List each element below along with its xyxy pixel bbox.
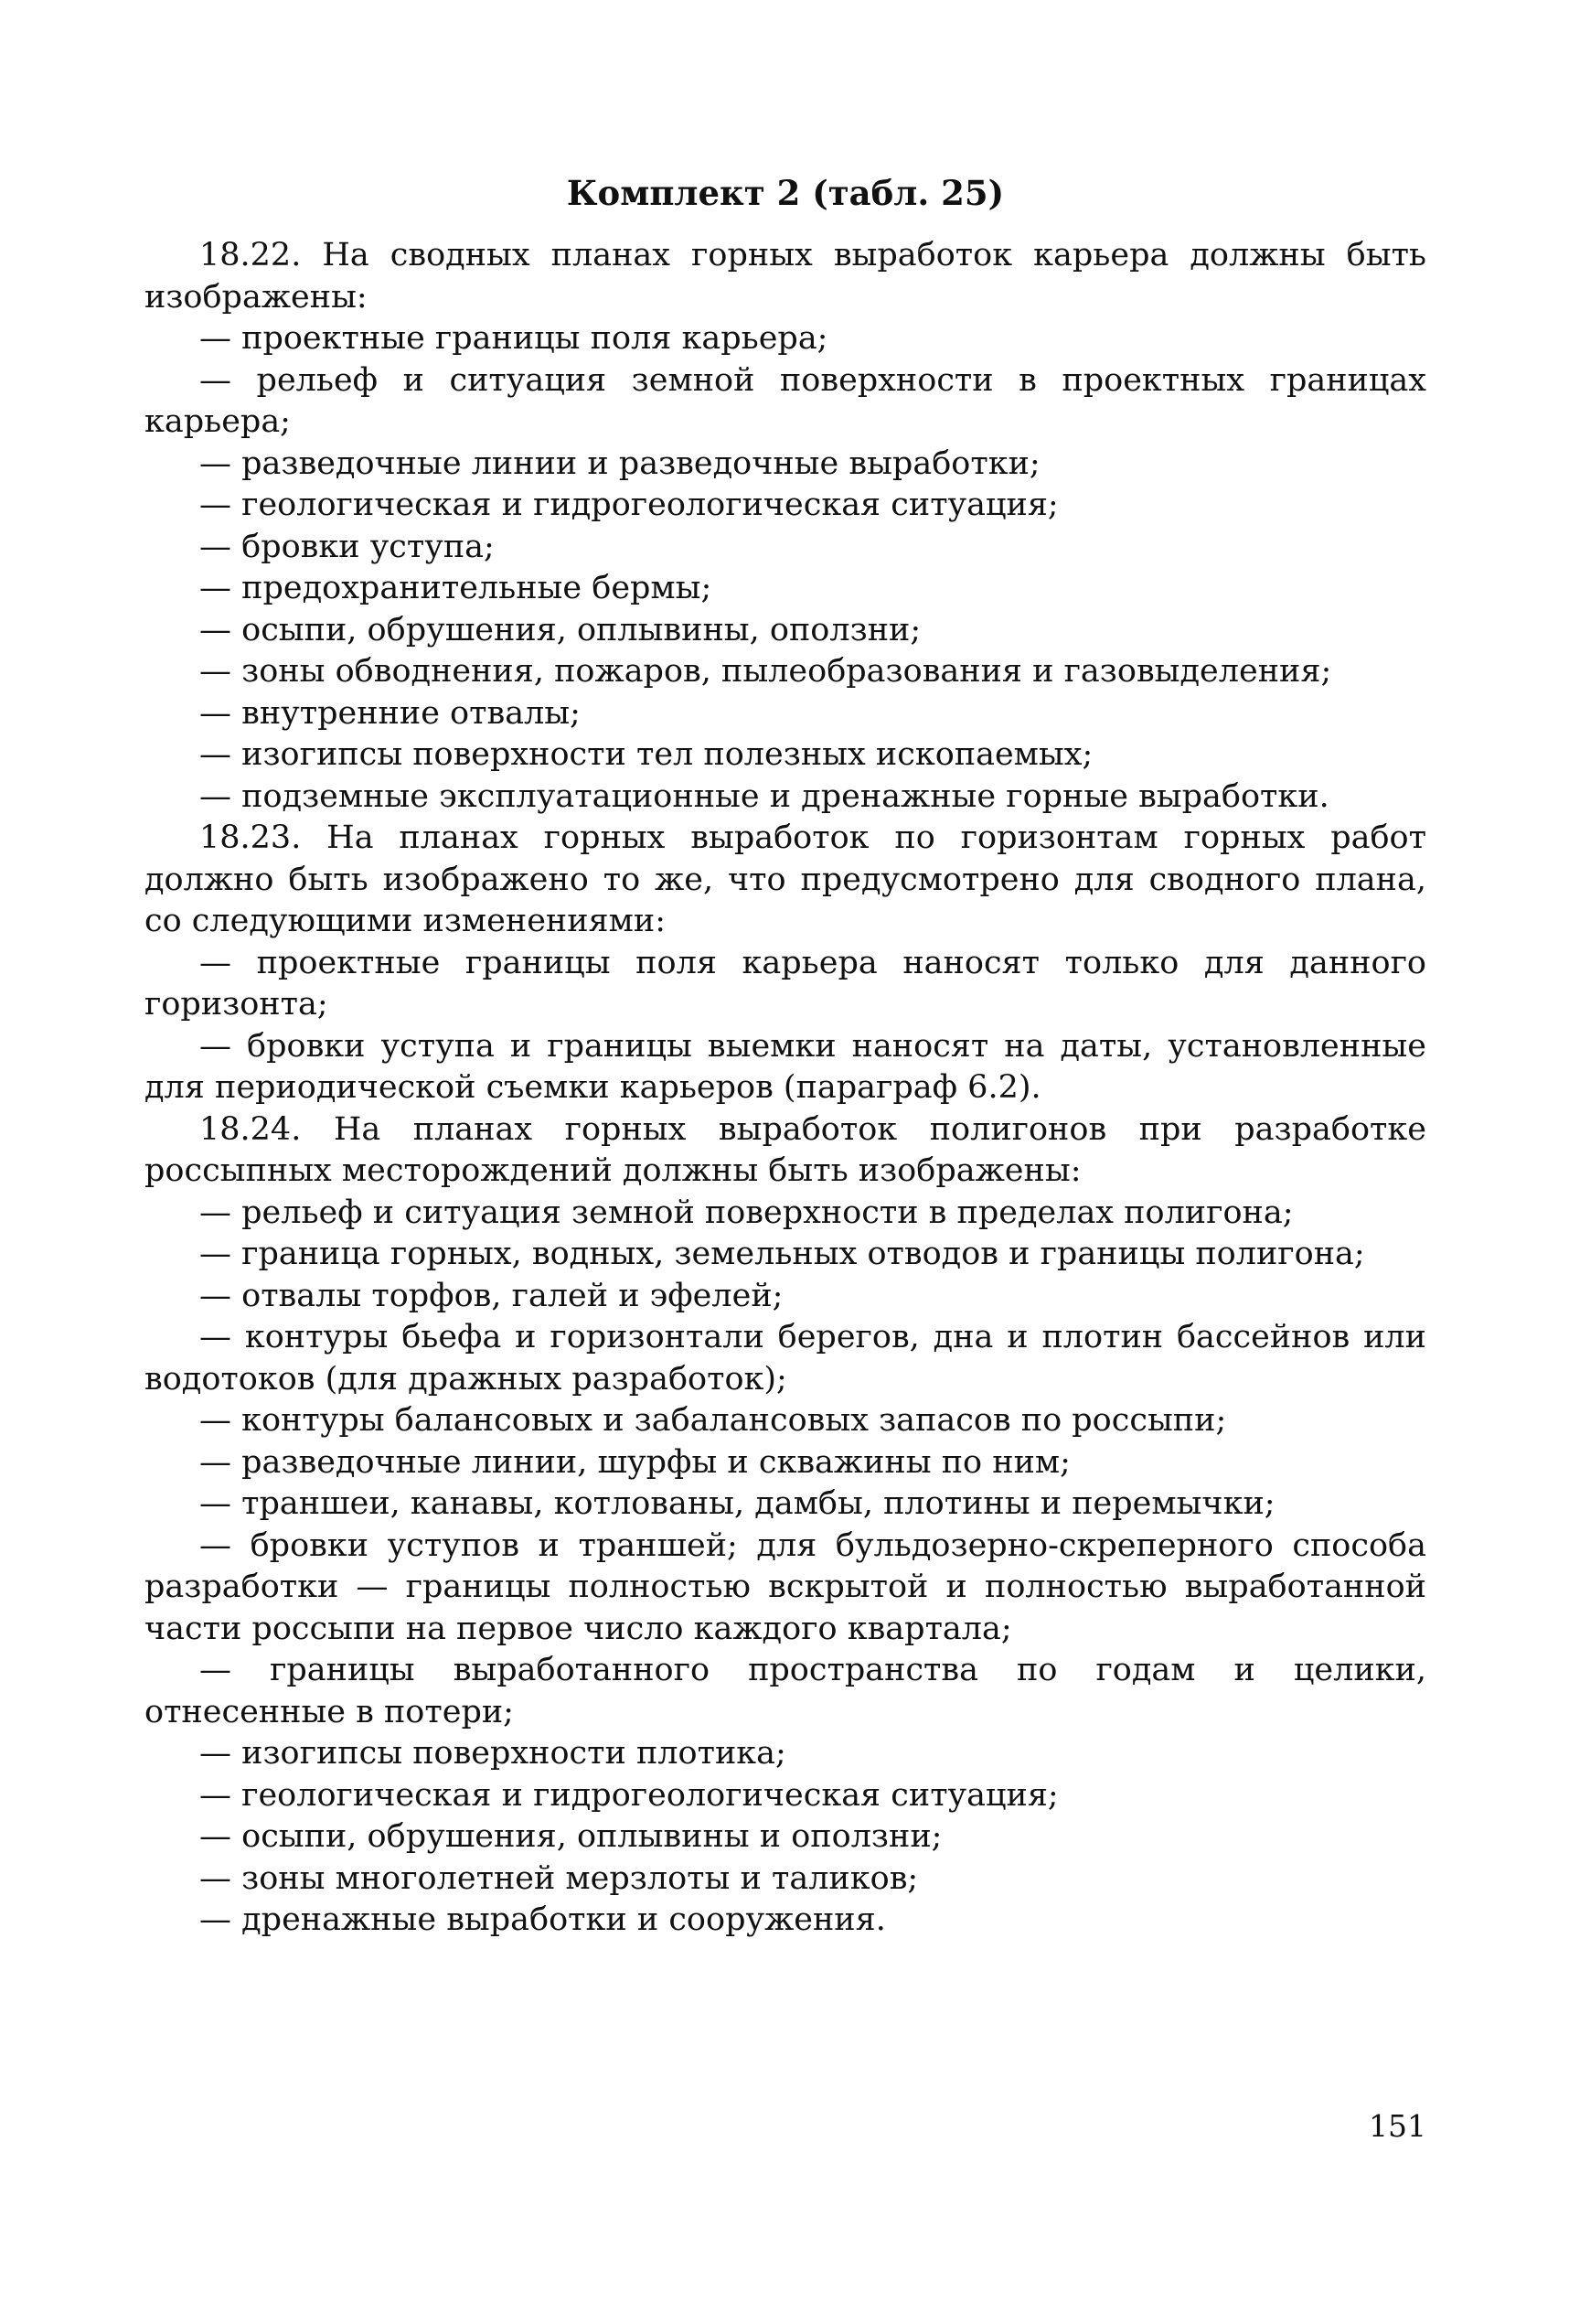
list-item: — дренажные выработки и сооружения. xyxy=(199,1901,886,1938)
page-heading: Комплект 2 (табл. 25) xyxy=(566,173,1005,213)
section-intro: 18.24. На планах горных выработок полигонов при разработке россыпных месторождений должны быть изображены: xyxy=(144,1110,1426,1189)
section-intro: 18.23. На планах горных выработок по горизонтам горных работ должно быть изображено то же, что предусмотрено для сводного плана, со следующими изменениями: xyxy=(144,819,1426,939)
list-item: — контуры балансовых и забалансовых запасов по россыпи; xyxy=(199,1402,1227,1439)
list-item: — предохранительные бермы; xyxy=(199,570,712,606)
list-item: — осыпи, обрушения, оплывины, оползни; xyxy=(199,611,922,648)
list-item: — рельеф и ситуация земной поверхности в проектных границах карьера; xyxy=(144,361,1426,440)
list-item: — изогипсы поверхности тел полезных ископаемых; xyxy=(199,736,1094,773)
list-item: — осыпи, обрушения, оплывины и оползни; xyxy=(199,1818,943,1855)
list-item: — траншеи, канавы, котлованы, дамбы, плотины и перемычки; xyxy=(199,1485,1275,1522)
page-number: 151 xyxy=(1369,2108,1426,2144)
list-item: — внутренние отвалы; xyxy=(199,694,581,732)
list-item: — отвалы торфов, галей и эфелей; xyxy=(199,1277,784,1314)
list-item: — разведочные линии и разведочные выработки; xyxy=(199,444,1041,482)
list-item: — изогипсы поверхности плотика; xyxy=(199,1735,786,1772)
list-item: — подземные эксплуатационные и дренажные горные выработки. xyxy=(199,777,1329,815)
section-18-24 xyxy=(144,1109,1426,1942)
document-page xyxy=(144,171,1426,1942)
list-item: — граница горных, водных, земельных отводов и границы полигона; xyxy=(199,1236,1365,1272)
section-intro: 18.22. На сводных планах горных выработок карьера должны быть изображены: xyxy=(144,237,1426,316)
list-item: — границы выработанного пространства по годам и целики, отнесенные в потери; xyxy=(144,1652,1426,1730)
list-item: — проектные границы поля карьера; xyxy=(199,320,828,357)
list-item: — бровки уступа; xyxy=(199,528,495,565)
list-item: — рельеф и ситуация земной поверхности в пределах полигона; xyxy=(199,1194,1294,1231)
list-item: — бровки уступа и границы выемки наносят на даты, установленные для периодической съемки карьеров (параграф 6.2). xyxy=(144,1027,1426,1106)
list-item: — контуры бьефа и горизонтали берегов, дна и плотин бассейнов или водотоков (для дражных разработок); xyxy=(144,1319,1426,1398)
section-18-23 xyxy=(144,818,1426,1109)
section-18-22 xyxy=(144,235,1426,818)
list-item: — разведочные линии, шурфы и скважины по ним; xyxy=(199,1443,1071,1481)
list-item: — бровки уступов и траншей; для бульдозерно-скреперного способа разработки — границы полностью вскрытой и полностью выработанной части россыпи на первое число каждого квартала; xyxy=(144,1526,1426,1647)
list-item: — зоны обводнения, пожаров, пылеобразования и газовыделения; xyxy=(199,653,1332,690)
list-item: — проектные границы поля карьера наносят только для данного горизонта; xyxy=(144,944,1426,1023)
list-item: — геологическая и гидрогеологическая ситуация; xyxy=(199,1776,1059,1814)
list-item: — зоны многолетней мерзлоты и таликов; xyxy=(199,1859,919,1897)
list-item: — геологическая и гидрогеологическая ситуация; xyxy=(199,487,1059,523)
